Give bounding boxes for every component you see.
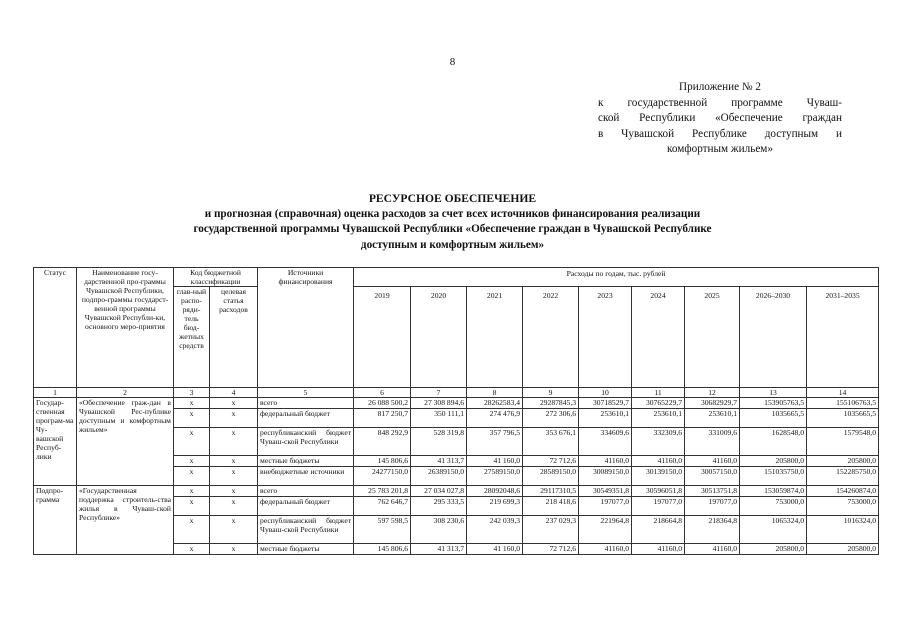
main-manager-cell: х: [174, 516, 210, 544]
value-cell: 205800,0: [807, 456, 879, 467]
column-number: 9: [523, 388, 579, 398]
main-manager-cell: х: [174, 486, 210, 497]
value-cell: 27 308 894,6: [411, 398, 467, 409]
value-cell: 28262583,4: [467, 398, 523, 409]
value-cell: 272 306,6: [523, 409, 579, 428]
value-cell: 253610,1: [685, 409, 740, 428]
title-heading: РЕСУРСНОЕ ОБЕСПЕЧЕНИЕ: [368, 192, 537, 205]
value-cell: 357 796,5: [467, 428, 523, 456]
main-manager-cell: х: [174, 467, 210, 486]
header-year: 2023: [579, 287, 632, 388]
title-line: государственной программы Чувашской Республики «Обеспечение граждан в Чувашской Республике: [193, 223, 712, 235]
value-cell: 30718529,7: [579, 398, 632, 409]
source-cell: всего: [258, 486, 354, 497]
value-cell: 145 806,6: [354, 456, 411, 467]
header-status: Статус: [34, 268, 77, 388]
program-name-cell: «Обеспечение граж-дан в Чувашской Рес-публике доступным и комфортным жильем»: [77, 398, 174, 486]
appendix-line: в Чувашской Республике доступным и: [598, 127, 842, 140]
value-cell: 145 806,6: [354, 544, 411, 555]
value-cell: 30765229,7: [632, 398, 685, 409]
column-number: 10: [579, 388, 632, 398]
column-number: 6: [354, 388, 411, 398]
target-item-cell: х: [210, 456, 258, 467]
value-cell: 221964,8: [579, 516, 632, 544]
value-cell: 308 230,6: [411, 516, 467, 544]
column-number-row: [34, 388, 879, 398]
value-cell: 237 029,3: [523, 516, 579, 544]
value-cell: 353 676,1: [523, 428, 579, 456]
value-cell: 30513751,8: [685, 486, 740, 497]
value-cell: 753000,0: [807, 497, 879, 516]
column-number: 8: [467, 388, 523, 398]
value-cell: 762 646,7: [354, 497, 411, 516]
appendix-note: [598, 80, 842, 158]
value-cell: 197077,0: [579, 497, 632, 516]
value-cell: 528 319,8: [411, 428, 467, 456]
header-year: 2031–2035: [807, 287, 879, 388]
value-cell: 41 313,7: [411, 544, 467, 555]
source-cell: республиканский бюджет Чуваш-ской Республики: [258, 516, 354, 544]
value-cell: 41160,0: [632, 544, 685, 555]
resource-table: [33, 267, 879, 555]
source-cell: всего: [258, 398, 354, 409]
value-cell: 1016324,0: [807, 516, 879, 544]
column-number: 4: [210, 388, 258, 398]
value-cell: 153905763,5: [740, 398, 807, 409]
value-cell: 30549351,8: [579, 486, 632, 497]
column-number: 13: [740, 388, 807, 398]
title-line: доступным и комфортным жильем»: [360, 238, 545, 251]
program-name-cell: «Государственная поддержка строитель-ства жилья в Чуваш-ской Республике»: [77, 486, 174, 555]
value-cell: 197077,0: [632, 497, 685, 516]
header-sources: Источники финансирования: [258, 268, 354, 388]
value-cell: 27589150,0: [467, 467, 523, 486]
value-cell: 1579548,0: [807, 428, 879, 456]
column-number: 1: [34, 388, 77, 398]
source-cell: внебюджетные источники: [258, 467, 354, 486]
value-cell: 253610,1: [632, 409, 685, 428]
value-cell: 253610,1: [579, 409, 632, 428]
source-cell: местные бюджеты: [258, 456, 354, 467]
header-year: 2025: [685, 287, 740, 388]
value-cell: 72 712,6: [523, 544, 579, 555]
value-cell: 26 088 500,2: [354, 398, 411, 409]
main-manager-cell: х: [174, 497, 210, 516]
header-year: 2020: [411, 287, 467, 388]
main-manager-cell: х: [174, 456, 210, 467]
value-cell: 218664,8: [632, 516, 685, 544]
value-cell: 242 039,3: [467, 516, 523, 544]
header-row: [34, 268, 879, 287]
status-cell: Государ-ственная програм-ма Чу-вашской Респуб-лики: [34, 398, 77, 486]
status-cell: Подпро-грамма: [34, 486, 77, 555]
value-cell: 30596051,8: [632, 486, 685, 497]
target-item-cell: х: [210, 486, 258, 497]
source-cell: федеральный бюджет: [258, 409, 354, 428]
value-cell: 848 292,9: [354, 428, 411, 456]
target-item-cell: х: [210, 467, 258, 486]
source-cell: федеральный бюджет: [258, 497, 354, 516]
column-number: 3: [174, 388, 210, 398]
value-cell: 1035665,5: [740, 409, 807, 428]
header-year: 2019: [354, 287, 411, 388]
value-cell: 29287845,3: [523, 398, 579, 409]
value-cell: 41 160,0: [467, 544, 523, 555]
source-cell: республиканский бюджет Чуваш-ской Республики: [258, 428, 354, 456]
value-cell: 218 418,6: [523, 497, 579, 516]
value-cell: 155106763,5: [807, 398, 879, 409]
header-budget-code: Код бюджетной классификации: [174, 268, 258, 287]
value-cell: 197077,0: [685, 497, 740, 516]
value-cell: 219 699,3: [467, 497, 523, 516]
value-cell: 205800,0: [740, 456, 807, 467]
column-number: 2: [77, 388, 174, 398]
target-item-cell: х: [210, 428, 258, 456]
appendix-line: ской Республики «Обеспечение граждан: [598, 112, 842, 124]
value-cell: 30139150,0: [632, 467, 685, 486]
source-cell: местные бюджеты: [258, 544, 354, 555]
header-expenses: Расходы по годам, тыс. рублей: [354, 268, 879, 287]
target-item-cell: х: [210, 398, 258, 409]
value-cell: 41160,0: [685, 544, 740, 555]
value-cell: 205800,0: [740, 544, 807, 555]
column-number: 7: [411, 388, 467, 398]
table-row: [34, 486, 879, 497]
table-row: [34, 398, 879, 409]
header-year: 2026–2030: [740, 287, 807, 388]
value-cell: 41 160,0: [467, 456, 523, 467]
title-line: и прогнозная (справочная) оценка расходов за счет всех источников финансирования реализации: [204, 207, 701, 220]
value-cell: 25 783 201,8: [354, 486, 411, 497]
value-cell: 817 250,7: [354, 409, 411, 428]
column-number: 12: [685, 388, 740, 398]
value-cell: 72 712,6: [523, 456, 579, 467]
main-manager-cell: х: [174, 544, 210, 555]
value-cell: 41 313,7: [411, 456, 467, 467]
value-cell: 350 111,1: [411, 409, 467, 428]
value-cell: 30057150,0: [685, 467, 740, 486]
header-year: 2022: [523, 287, 579, 388]
value-cell: 153059874,0: [740, 486, 807, 497]
header-target-item: целевая статья расходов: [210, 287, 258, 388]
value-cell: 218364,8: [685, 516, 740, 544]
target-item-cell: х: [210, 409, 258, 428]
header-name: Наименование госу-дарственной про-граммы Чувашской Республики, подпро-граммы государст-венной программы Чувашской Республи-ки, основного меро-приятия: [77, 268, 174, 388]
value-cell: 151035750,0: [740, 467, 807, 486]
value-cell: 1065324,0: [740, 516, 807, 544]
header-main-manager: глав-ный распо-ряди-тель бюд-жетных средств: [174, 287, 210, 388]
value-cell: 24277150,0: [354, 467, 411, 486]
value-cell: 753000,0: [740, 497, 807, 516]
value-cell: 334609,6: [579, 428, 632, 456]
value-cell: 28092048,6: [467, 486, 523, 497]
column-number: 14: [807, 388, 879, 398]
value-cell: 28589150,0: [523, 467, 579, 486]
value-cell: 29117310,5: [523, 486, 579, 497]
value-cell: 205800,0: [807, 544, 879, 555]
value-cell: 41160,0: [579, 544, 632, 555]
page-number: 8: [449, 56, 456, 68]
target-item-cell: х: [210, 516, 258, 544]
value-cell: 154260874,0: [807, 486, 879, 497]
appendix-title: Приложение № 2: [679, 81, 761, 93]
column-number: 11: [632, 388, 685, 398]
header-year: 2021: [467, 287, 523, 388]
target-item-cell: х: [210, 544, 258, 555]
value-cell: 597 598,5: [354, 516, 411, 544]
main-manager-cell: х: [174, 398, 210, 409]
value-cell: 1035665,5: [807, 409, 879, 428]
value-cell: 26389150,0: [411, 467, 467, 486]
target-item-cell: х: [210, 497, 258, 516]
value-cell: 1628548,0: [740, 428, 807, 456]
document-title: [0, 191, 905, 253]
value-cell: 41160,0: [579, 456, 632, 467]
value-cell: 27 034 027,8: [411, 486, 467, 497]
value-cell: 274 476,9: [467, 409, 523, 428]
value-cell: 41160,0: [685, 456, 740, 467]
appendix-line: к государственной программе Чуваш-: [598, 96, 842, 109]
value-cell: 30089150,0: [579, 467, 632, 486]
value-cell: 41160,0: [632, 456, 685, 467]
value-cell: 332309,6: [632, 428, 685, 456]
value-cell: 152285750,0: [807, 467, 879, 486]
value-cell: 331009,6: [685, 428, 740, 456]
value-cell: 295 333,5: [411, 497, 467, 516]
main-manager-cell: х: [174, 409, 210, 428]
header-year: 2024: [632, 287, 685, 388]
main-manager-cell: х: [174, 428, 210, 456]
column-number: 5: [258, 388, 354, 398]
value-cell: 30682929,7: [685, 398, 740, 409]
appendix-line: комфортным жильем»: [667, 143, 773, 155]
